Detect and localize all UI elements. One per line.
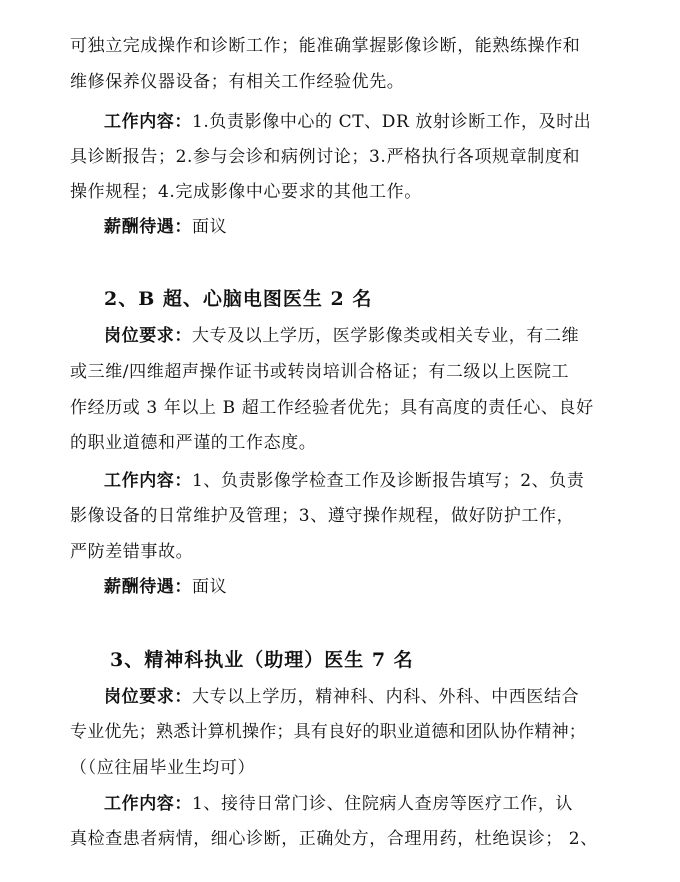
section3-heading: 3、精神科执业（助理）医生 7 名 (110, 649, 414, 671)
section3-req-text-1: 大专以上学历，精神科、内科、外科、中西医结合 (192, 687, 580, 707)
section2-req-line-2: 或三维/四维超声操作证书或转岗培训合格证；有二级以上医院工 (70, 362, 570, 382)
section1-salary-label: 薪酬待遇： (104, 217, 192, 237)
section3-duty-line-1 (104, 792, 610, 816)
section2-salary-line (104, 575, 610, 599)
section2-req-line-4: 的职业道德和严谨的工作态度。 (70, 433, 317, 453)
section2-duty-label: 工作内容： (104, 471, 192, 491)
section3-duty-line-2: 真检查患者病情，细心诊断，正确处方，合理用药，杜绝误诊； 2、 (70, 829, 598, 849)
section2-duty-text-1: 1、负责影像学检查工作及诊断报告填写；2、负责 (192, 471, 585, 491)
section2-req-line-3: 作经历或 3 年以上 B 超工作经验者优先；具有高度的责任心、良好 (70, 398, 594, 418)
intro-line-2: 维修保养仪器设备；有相关工作经验优先。 (70, 72, 405, 92)
section2-duty-line-1 (104, 469, 610, 493)
section2-req-label: 岗位要求： (104, 326, 192, 346)
intro-line-1: 可独立完成操作和诊断工作；能准确掌握影像诊断，能熟练操作和 (70, 36, 581, 56)
section2-req-line-1 (104, 324, 610, 348)
section2-duty-line-2: 影像设备的日常维护及管理；3、遵守操作规程，做好防护工作， (70, 506, 575, 526)
section3-req-line-1 (104, 685, 610, 709)
section3-duty-label: 工作内容： (104, 794, 192, 814)
section2-heading: 2、B 超、心脑电图医生 2 名 (104, 288, 373, 310)
section2-duty-line-3: 严防差错事故。 (70, 542, 194, 562)
section3-req-label: 岗位要求： (104, 687, 192, 707)
section1-duty-text-1: 1.负责影像中心的 CT、DR 放射诊断工作，及时出 (192, 112, 592, 132)
section2-req-text-1: 大专及以上学历，医学影像类或相关专业，有二维 (192, 326, 580, 346)
section1-duty-line-1 (104, 110, 610, 134)
section3-req-line-2: 专业优先；熟悉计算机操作；具有良好的职业道德和团队协作精神； (70, 722, 586, 742)
section1-duty-line-3: 操作规程；4.完成影像中心要求的其他工作。 (70, 182, 422, 202)
section2-salary-label: 薪酬待遇： (104, 577, 192, 597)
section1-duty-label: 工作内容： (104, 112, 192, 132)
section2-salary-value: 面议 (192, 577, 228, 597)
section1-salary-line (104, 215, 610, 239)
section3-req-line-3: （（应往届毕业生均可） (70, 758, 256, 778)
section1-salary-value: 面议 (192, 217, 228, 237)
section1-duty-line-2: 具诊断报告；2.参与会诊和病例讨论；3.严格执行各项规章制度和 (70, 147, 581, 167)
section3-duty-text-1: 1、接待日常门诊、住院病人查房等医疗工作，认 (192, 794, 574, 814)
